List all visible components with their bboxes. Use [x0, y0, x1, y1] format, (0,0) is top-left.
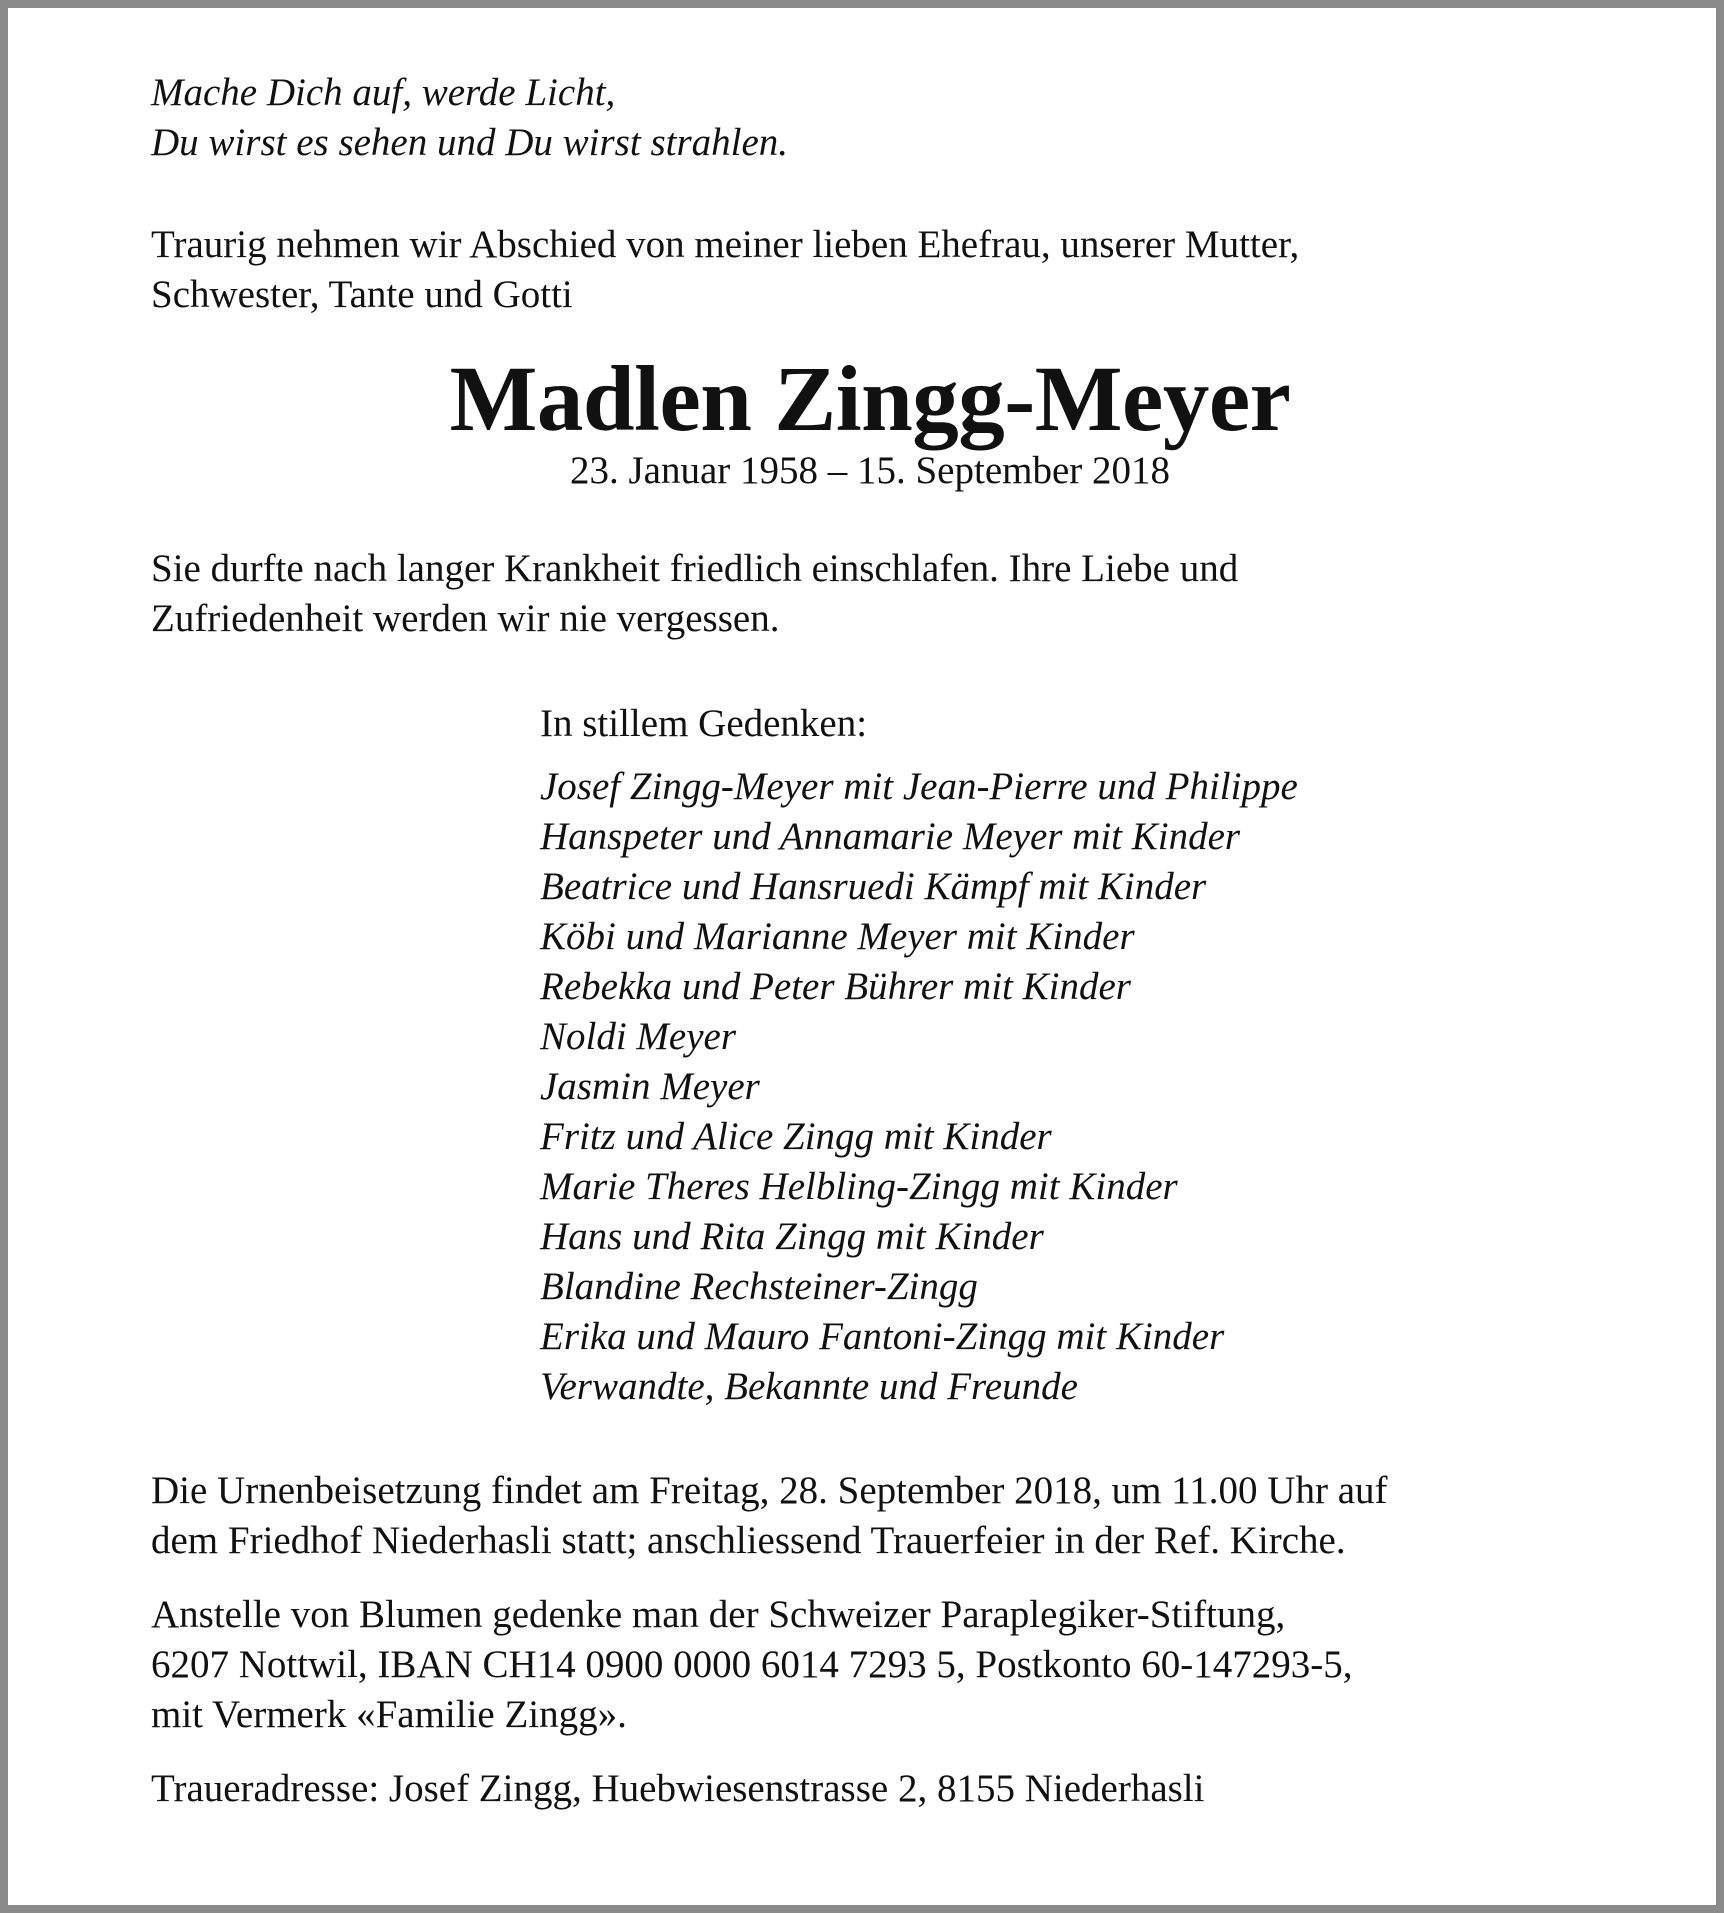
mourners-heading: In stillem Gedenken: [540, 702, 868, 745]
mourner-name: Rebekka und Peter Bührer mit Kinder [540, 965, 1131, 1008]
mourner-name: Josef Zingg-Meyer mit Jean-Pierre und Philippe [540, 765, 1298, 808]
deceased-name: Madlen Zingg-Meyer [449, 348, 1291, 451]
mourner-name: Erika und Mauro Fantoni-Zingg mit Kinder [540, 1315, 1225, 1358]
donation-line: Anstelle von Blumen gedenke man der Schweizer Paraplegiker-Stiftung, [151, 1593, 1286, 1636]
mourners-section [540, 696, 1631, 1412]
mourner-name: Hanspeter und Annamarie Meyer mit Kinder [540, 815, 1241, 858]
mourner-name: Beatrice und Hansruedi Kämpf mit Kinder [540, 865, 1207, 908]
motto-line: Mache Dich auf, werde Licht, [151, 71, 616, 114]
mourner-name: Köbi und Marianne Meyer mit Kinder [540, 915, 1135, 958]
mourner-name: Jasmin Meyer [540, 1065, 760, 1108]
remembrance-line: Zufriedenheit werden wir nie vergessen. [151, 597, 780, 640]
motto-verse [151, 68, 1631, 168]
motto-line: Du wirst es sehen und Du wirst strahlen. [151, 121, 789, 164]
deceased-block [151, 348, 1589, 494]
mourner-name: Marie Theres Helbling-Zingg mit Kinder [540, 1165, 1178, 1208]
mourning-address: Traueradresse: Josef Zingg, Huebwiesenstrasse 2, 8155 Niederhasli [151, 1767, 1205, 1810]
intro-text [151, 220, 1631, 320]
burial-line: dem Friedhof Niederhasli statt; anschliessend Trauerfeier in der Ref. Kirche. [151, 1519, 1346, 1562]
obituary-content [151, 68, 1631, 1814]
donation-line: mit Vermerk «Familie Zingg». [151, 1693, 627, 1736]
mourner-name: Noldi Meyer [540, 1015, 737, 1058]
mourner-list [540, 762, 1631, 1412]
donation-line: 6207 Nottwil, IBAN CH14 0900 0000 6014 7293 5, Postkonto 60-147293-5, [151, 1643, 1353, 1686]
burial-notice [151, 1466, 1631, 1566]
intro-line: Schwester, Tante und Gotti [151, 273, 573, 316]
life-dates: 23. Januar 1958 – 15. September 2018 [569, 449, 1171, 492]
mourner-name: Hans und Rita Zingg mit Kinder [540, 1215, 1044, 1258]
burial-line: Die Urnenbeisetzung findet am Freitag, 28. September 2018, um 11.00 Uhr auf [151, 1469, 1388, 1512]
mourner-name: Fritz und Alice Zingg mit Kinder [540, 1115, 1052, 1158]
mourner-name: Blandine Rechsteiner-Zingg [540, 1265, 978, 1308]
intro-line: Traurig nehmen wir Abschied von meiner lieben Ehefrau, unserer Mutter, [151, 223, 1300, 266]
remembrance-text [151, 544, 1631, 644]
remembrance-line: Sie durfte nach langer Krankheit friedlich einschlafen. Ihre Liebe und [151, 547, 1239, 590]
mourner-name: Verwandte, Bekannte und Freunde [540, 1365, 1078, 1408]
donation-notice [151, 1590, 1631, 1740]
